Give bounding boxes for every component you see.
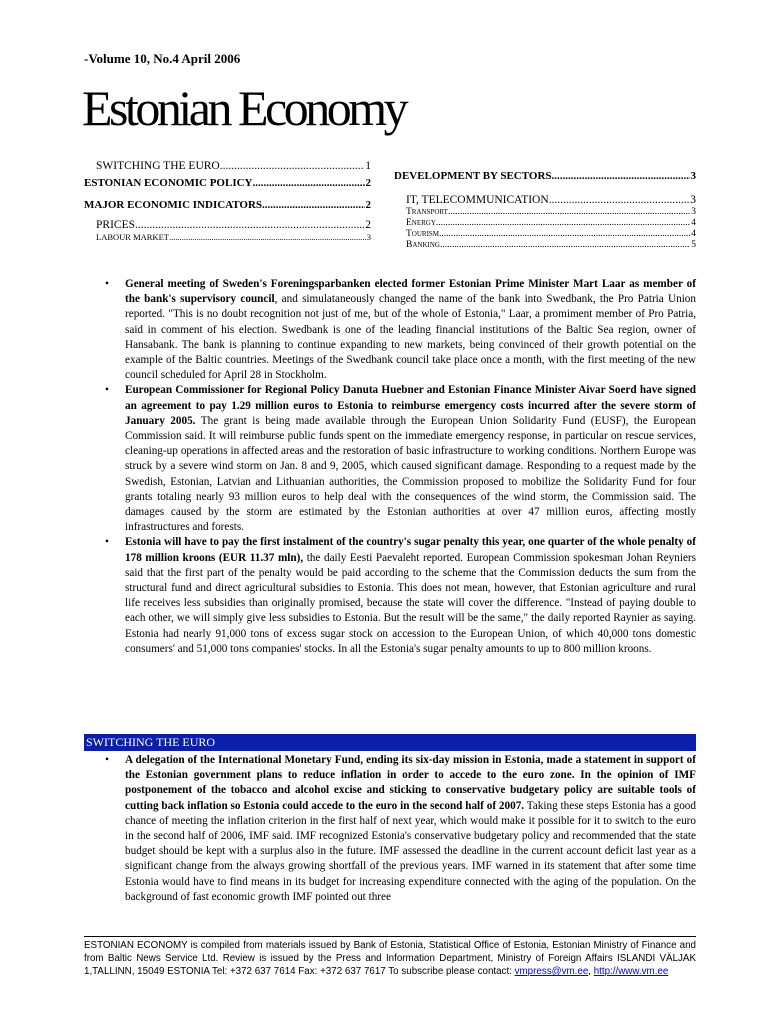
news-item-lead: General meeting of Sweden's Foreningsparbanken elected former Estonian Prime Minister Mart Laar as member of the bank's supervisory council — [125, 278, 696, 306]
section-item — [84, 753, 696, 905]
news-item-lead: Estonia will have to pay the first instalment of the country's sugar penalty this year, one quarter of the whole penalty of 178 million kroons (EUR 11.37 mln), — [125, 536, 696, 564]
toc-entry-label: ESTONIAN ECONOMIC POLICY — [84, 177, 253, 189]
toc-entry-page: 4 — [691, 229, 696, 239]
toc-entry-banking[interactable] — [394, 240, 696, 250]
toc-entry-label: IT, TELECOMMUNICATION — [406, 194, 549, 206]
toc-dot-leader — [440, 240, 690, 250]
toc-entry-it-telecom[interactable] — [394, 194, 696, 206]
footer-divider — [84, 936, 696, 937]
toc-entry-label: Tourism — [406, 229, 440, 239]
toc-entry-transport[interactable] — [394, 207, 696, 217]
toc-left-column — [84, 160, 371, 242]
toc-entry-page: 3 — [691, 207, 696, 217]
news-item-body: , and simulataneously changed the name of the bank into Swedbank, the Pro Patria Union reported. "This is no doubt recognition not just of me, but of the whole of Estonia," Laar, a promiment member of Pro Patria, said in comment of his election. Swedbank is one of the leading financial institutions of the Baltic Sea region, owner of Hansabank. The bank is planning to continue expanding to new markets, being convinced of their growth potential on the example of the Baltic countries. Meetings of the Swedbank council take place once a month, with the first meeting of the new council scheduled for April 28 in Stockholm. — [125, 293, 696, 382]
news-item-body: the daily Eesti Paevaleht reported. European Commission spokesman Johan Reyniers said that the first part of the penalty would be paid according to the scheme that the Commission deducts the sum from the structural fund and direct agricultural subsidies to Estonia. This does not mean, however, that Estonian agriculture and rural life receives less subsidies than originally promised, because the state will cover the difference. "Instead of paying double to each other, we will simply give less subsidies to Estonia. But the result will be the same," the daily reported Raynier as saying. Estonia had nearly 91,000 tons of excess sugar stock on accession to the European Union, of which 40,000 tons domestic consumers' and 51,000 tons companies' stocks. In all the Estonia's sugar penalty amounts to up to 800 million kroons. — [125, 551, 697, 655]
issue-line: -Volume 10, No.4 April 2006 — [84, 51, 241, 66]
footer-separator: , — [588, 966, 594, 977]
toc-entry-page: 3 — [366, 232, 371, 242]
toc-entry-energy[interactable] — [394, 218, 696, 228]
toc-entry-labour-market[interactable] — [84, 232, 371, 242]
toc-dot-leader — [439, 229, 690, 239]
toc-entry-page: 1 — [365, 160, 371, 172]
toc-entry-label: Transport — [406, 207, 448, 217]
toc-entry-label: Energy — [406, 218, 436, 228]
toc-dot-leader — [448, 207, 690, 217]
footer-notice — [84, 939, 696, 978]
toc-entry-page: 3 — [690, 170, 696, 182]
news-item — [84, 535, 696, 657]
toc-entry-tourism[interactable] — [394, 229, 696, 239]
toc-entry-economic-indicators[interactable] — [84, 199, 371, 211]
toc-dot-leader — [253, 177, 365, 189]
toc-entry-page: 5 — [691, 240, 696, 250]
section-item-lead: A delegation of the International Monetary Fund, ending its six-day mission in Estonia, made a statement in support of the Estonian government plans to reduce inflation in order to accede to the euro zone. In the opinion of IMF postponement of the tobacco and alcohol excise and sticking to conservative budgetary policy are suitable tools of cutting back inflation so Estonia could accede to the euro in the second half of 2007. — [125, 754, 696, 812]
section-heading-switching-euro: SWITCHING THE EURO — [84, 734, 696, 751]
toc-dot-leader — [169, 232, 366, 242]
news-bullet-list — [84, 277, 696, 657]
toc-entry-label: LABOUR MARKET — [96, 232, 169, 242]
toc-entry-page: 4 — [691, 218, 696, 228]
masthead-title: Estonian Economy — [82, 80, 406, 136]
toc-entry-switching-euro[interactable] — [84, 160, 371, 172]
section-item-body: Taking these steps Estonia has a good chance of meeting the inflation criterion in the first half of next year, which would make it possible for it to switch to the euro in the second half of 2006, IMF said. IMF recognized Estonia's conservative budgetary policy and recommended that the state budget should be kept with a surplus also in the future. IMF assessed the deadline in the current account deficit last year as a significant change from the always growing shortfall of the previous years. IMF warned in its statement that after some time Estonia would have to find means in its budget for increasing expenditure connected with the aging of the population. On the background of fast economic growth IMF pointed out three — [125, 799, 696, 903]
toc-entry-label: PRICES — [96, 219, 135, 231]
footer-email-link[interactable]: vmpress@vm.ee — [514, 966, 589, 977]
toc-entry-development-sectors[interactable] — [394, 170, 696, 182]
toc-dot-leader — [436, 218, 690, 228]
toc-dot-leader — [135, 219, 364, 231]
news-item — [84, 277, 696, 383]
toc-dot-leader — [262, 199, 364, 211]
news-item-lead: European Commissioner for Regional Policy Danuta Huebner and Estonian Finance Minister Aivar Soerd have signed an agreement to pay 1.29 million euros to Estonia to reimburse emergency costs incurred after the severe storm of January 2005. — [125, 384, 696, 427]
toc-entry-economic-policy[interactable] — [84, 177, 371, 189]
toc-entry-page: 2 — [365, 177, 371, 189]
news-item-body: The grant is being made available through the European Union Solidarity Fund (EUSF), the European Commission said. It will reimburse public funds spent on the immediate emergency response, in particular on rescue services, cleaning-up operations in affected areas and the restoration of basic infrastructure to working conditions. Northern Europe was struck by a severe wind storm on Jan. 8 and 9, 2005, which caused significant damage. Responding to a request made by the Swedish, Estonian, Latvian and Lithuanian authorities, the Commission proposed to mobilize the Solidarity Fund for four grants totaling nearly 93 million euros to help deal with the consequences of the wind storm, the Commission said. The damages caused by the storm are estimated by the Estonian authorities at over 47 million euros, affecting mostly infrastructures and forests. — [125, 414, 696, 534]
toc-entry-label: SWITCHING THE EURO — [96, 160, 220, 172]
news-item — [84, 383, 696, 535]
toc-entry-page: 3 — [690, 194, 696, 206]
toc-entry-label: MAJOR ECONOMIC INDICATORS — [84, 199, 263, 211]
toc-entry-page: 2 — [365, 199, 371, 211]
footer-text: ESTONIAN ECONOMY is compiled from materials issued by Bank of Estonia, Statistical Office of Estonia, Estonian Ministry of Finance and from Baltic News Service Ltd. Review is issued by the Press and Information Department, Ministry of Foreign Affairs ISLANDI VÄLJAK 1,TALLINN, 15049 ESTONIA Tel: +372 637 7614 Fax: +372 637 7617 To subscribe please contact: — [84, 940, 696, 977]
toc-entry-label: Banking — [406, 240, 440, 250]
footer-website-link[interactable]: http://www.vm.ee — [593, 966, 669, 977]
toc-dot-leader — [549, 194, 690, 206]
toc-entry-page: 2 — [365, 219, 371, 231]
section-bullet-list — [84, 753, 696, 905]
toc-entry-label: DEVELOPMENT BY SECTORS — [394, 170, 552, 182]
toc-entry-prices[interactable] — [84, 219, 371, 231]
toc-dot-leader — [220, 160, 365, 172]
toc-right-column — [394, 170, 696, 250]
toc-dot-leader — [552, 170, 690, 182]
